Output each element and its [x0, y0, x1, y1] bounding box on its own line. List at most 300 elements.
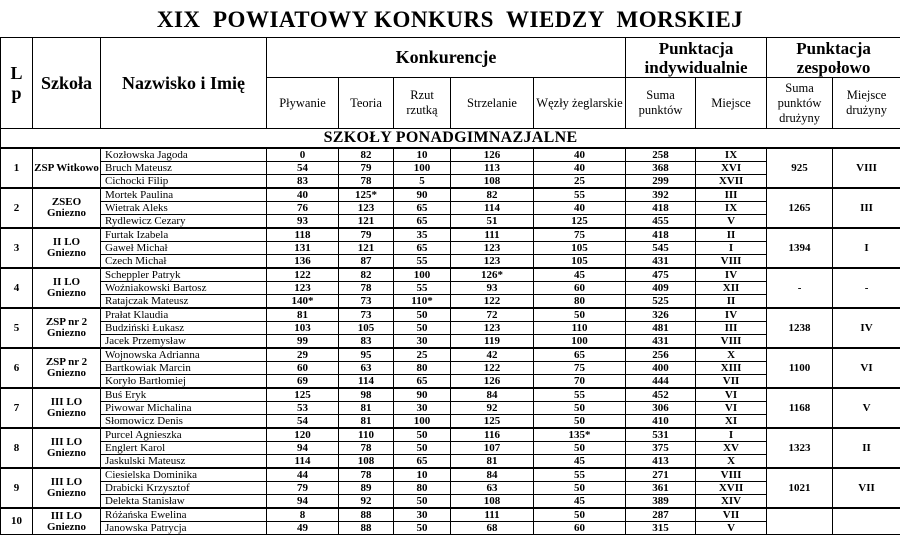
- score-knots: 50: [534, 415, 626, 429]
- score-shooting: 126: [451, 375, 534, 389]
- individual-place: XIII: [696, 362, 767, 375]
- score-swimming: 136: [267, 255, 339, 269]
- student-name: Piwowar Michalina: [101, 402, 267, 415]
- score-shooting: 113: [451, 162, 534, 175]
- individual-place: XVI: [696, 162, 767, 175]
- row-number: 5: [1, 308, 33, 348]
- individual-place: VIII: [696, 468, 767, 482]
- score-theory: 73: [339, 295, 394, 309]
- table-row: [1, 375, 900, 389]
- table-row: [1, 162, 900, 175]
- team-place: [833, 508, 900, 535]
- score-sum: 400: [626, 362, 696, 375]
- score-theory: 89: [339, 482, 394, 495]
- score-shooting: 84: [451, 468, 534, 482]
- score-shooting: 92: [451, 402, 534, 415]
- score-shooting: 123: [451, 255, 534, 269]
- individual-place: II: [696, 228, 767, 242]
- header-shooting: Strzelanie: [451, 78, 534, 129]
- score-sum: 368: [626, 162, 696, 175]
- team-sum: 1238: [767, 308, 833, 348]
- score-throw: 50: [394, 495, 451, 509]
- score-throw: 50: [394, 322, 451, 335]
- header-place: Miejsce: [696, 78, 767, 129]
- score-swimming: 29: [267, 348, 339, 362]
- student-name: Englert Karol: [101, 442, 267, 455]
- table-row: [1, 508, 900, 522]
- score-sum: 361: [626, 482, 696, 495]
- student-name: Bruch Mateusz: [101, 162, 267, 175]
- score-shooting: 114: [451, 202, 534, 215]
- team-sum: 1323: [767, 428, 833, 468]
- score-shooting: 126: [451, 148, 534, 162]
- score-swimming: 60: [267, 362, 339, 375]
- header-competitions: Konkurencje: [267, 38, 626, 78]
- individual-place: IX: [696, 148, 767, 162]
- individual-place: III: [696, 322, 767, 335]
- score-theory: 95: [339, 348, 394, 362]
- individual-place: XVII: [696, 482, 767, 495]
- score-sum: 389: [626, 495, 696, 509]
- student-name: Drabicki Krzysztof: [101, 482, 267, 495]
- score-theory: 78: [339, 175, 394, 189]
- score-theory: 121: [339, 242, 394, 255]
- score-theory: 105: [339, 322, 394, 335]
- score-knots: 40: [534, 148, 626, 162]
- score-knots: 135*: [534, 428, 626, 442]
- results-table-wrapper: [0, 37, 900, 535]
- score-shooting: 126*: [451, 268, 534, 282]
- score-theory: 125*: [339, 188, 394, 202]
- table-row: [1, 322, 900, 335]
- score-throw: 50: [394, 308, 451, 322]
- score-throw: 100: [394, 268, 451, 282]
- table-row: [1, 428, 900, 442]
- score-knots: 50: [534, 308, 626, 322]
- team-place: I: [833, 228, 900, 268]
- score-theory: 78: [339, 468, 394, 482]
- header-theory: Teoria: [339, 78, 394, 129]
- header-swimming: Pływanie: [267, 78, 339, 129]
- table-row: [1, 415, 900, 429]
- score-sum: 392: [626, 188, 696, 202]
- score-sum: 271: [626, 468, 696, 482]
- score-swimming: 81: [267, 308, 339, 322]
- score-shooting: 122: [451, 362, 534, 375]
- student-name: Kozłowska Jagoda: [101, 148, 267, 162]
- school-name: ZSP nr 2 Gniezno: [33, 348, 101, 388]
- score-theory: 79: [339, 228, 394, 242]
- header-sum: Suma punktów: [626, 78, 696, 129]
- score-theory: 63: [339, 362, 394, 375]
- score-throw: 55: [394, 282, 451, 295]
- score-knots: 55: [534, 468, 626, 482]
- score-throw: 35: [394, 228, 451, 242]
- document-title: XIX POWIATOWY KONKURS WIEDZY MORSKIEJ: [156, 7, 744, 32]
- score-theory: 114: [339, 375, 394, 389]
- score-throw: 30: [394, 508, 451, 522]
- score-knots: 45: [534, 268, 626, 282]
- team-sum: 1100: [767, 348, 833, 388]
- team-sum: 925: [767, 148, 833, 188]
- table-row: [1, 468, 900, 482]
- school-name: ZSP nr 2 Gniezno: [33, 308, 101, 348]
- score-theory: 123: [339, 202, 394, 215]
- score-sum: 413: [626, 455, 696, 469]
- score-knots: 40: [534, 202, 626, 215]
- student-name: Budziński Łukasz: [101, 322, 267, 335]
- student-name: Furtak Izabela: [101, 228, 267, 242]
- individual-place: I: [696, 242, 767, 255]
- header-team-place: Miejsce drużyny: [833, 78, 900, 129]
- individual-place: IX: [696, 202, 767, 215]
- row-number: 7: [1, 388, 33, 428]
- score-knots: 125: [534, 215, 626, 229]
- student-name: Wojnowska Adrianna: [101, 348, 267, 362]
- header-individual: Punktacja indywidualnie: [626, 38, 767, 78]
- student-name: Woźniakowski Bartosz: [101, 282, 267, 295]
- score-throw: 90: [394, 388, 451, 402]
- score-shooting: 123: [451, 322, 534, 335]
- individual-place: VIII: [696, 255, 767, 269]
- student-name: Scheppler Patryk: [101, 268, 267, 282]
- score-shooting: 111: [451, 508, 534, 522]
- individual-place: VI: [696, 402, 767, 415]
- student-name: Czech Michał: [101, 255, 267, 269]
- score-throw: 65: [394, 242, 451, 255]
- student-name: Mortek Paulina: [101, 188, 267, 202]
- score-throw: 25: [394, 348, 451, 362]
- student-name: Bartkowiak Marcin: [101, 362, 267, 375]
- individual-place: XI: [696, 415, 767, 429]
- score-knots: 55: [534, 388, 626, 402]
- score-sum: 418: [626, 228, 696, 242]
- score-throw: 5: [394, 175, 451, 189]
- score-knots: 80: [534, 295, 626, 309]
- score-swimming: 123: [267, 282, 339, 295]
- score-shooting: 84: [451, 388, 534, 402]
- table-row: [1, 442, 900, 455]
- score-theory: 92: [339, 495, 394, 509]
- score-throw: 50: [394, 522, 451, 535]
- score-sum: 306: [626, 402, 696, 415]
- score-theory: 88: [339, 522, 394, 535]
- student-name: Jaskulski Mateusz: [101, 455, 267, 469]
- table-row: [1, 388, 900, 402]
- individual-place: X: [696, 348, 767, 362]
- score-knots: 100: [534, 335, 626, 349]
- score-sum: 287: [626, 508, 696, 522]
- score-shooting: 119: [451, 335, 534, 349]
- score-shooting: 108: [451, 495, 534, 509]
- score-knots: 105: [534, 242, 626, 255]
- table-row: [1, 268, 900, 282]
- individual-place: XVII: [696, 175, 767, 189]
- row-number: 10: [1, 508, 33, 535]
- student-name: Wietrak Aleks: [101, 202, 267, 215]
- score-swimming: 83: [267, 175, 339, 189]
- score-sum: 481: [626, 322, 696, 335]
- student-name: Ratajczak Mateusz: [101, 295, 267, 309]
- row-number: 9: [1, 468, 33, 508]
- table-row: [1, 242, 900, 255]
- row-number: 3: [1, 228, 33, 268]
- score-shooting: 116: [451, 428, 534, 442]
- table-row: [1, 228, 900, 242]
- score-sum: 258: [626, 148, 696, 162]
- student-name: Purcel Agnieszka: [101, 428, 267, 442]
- team-place: VII: [833, 468, 900, 508]
- score-throw: 65: [394, 375, 451, 389]
- score-theory: 98: [339, 388, 394, 402]
- score-theory: 78: [339, 442, 394, 455]
- score-sum: 256: [626, 348, 696, 362]
- score-sum: 418: [626, 202, 696, 215]
- student-name: Ciesielska Dominika: [101, 468, 267, 482]
- score-sum: 409: [626, 282, 696, 295]
- table-row: [1, 455, 900, 469]
- score-sum: 475: [626, 268, 696, 282]
- score-shooting: 122: [451, 295, 534, 309]
- section-label: SZKOŁY PONADGIMNAZJALNE: [1, 129, 900, 149]
- score-throw: 10: [394, 148, 451, 162]
- score-theory: 110: [339, 428, 394, 442]
- score-knots: 50: [534, 482, 626, 495]
- score-throw: 30: [394, 335, 451, 349]
- score-swimming: 131: [267, 242, 339, 255]
- student-name: Cichocki Filip: [101, 175, 267, 189]
- individual-place: VI: [696, 388, 767, 402]
- school-name: III LO Gniezno: [33, 468, 101, 508]
- score-sum: 299: [626, 175, 696, 189]
- score-knots: 60: [534, 282, 626, 295]
- score-theory: 83: [339, 335, 394, 349]
- score-shooting: 42: [451, 348, 534, 362]
- individual-place: VII: [696, 508, 767, 522]
- score-swimming: 54: [267, 415, 339, 429]
- score-swimming: 8: [267, 508, 339, 522]
- score-throw: 65: [394, 455, 451, 469]
- score-knots: 75: [534, 228, 626, 242]
- table-row: [1, 335, 900, 349]
- score-knots: 50: [534, 442, 626, 455]
- individual-place: X: [696, 455, 767, 469]
- team-place: IV: [833, 308, 900, 348]
- score-throw: 30: [394, 402, 451, 415]
- results-body: [1, 129, 900, 535]
- individual-place: XII: [696, 282, 767, 295]
- team-sum: 1021: [767, 468, 833, 508]
- score-knots: 70: [534, 375, 626, 389]
- header-school: Szkoła: [33, 38, 101, 129]
- score-swimming: 140*: [267, 295, 339, 309]
- score-theory: 82: [339, 148, 394, 162]
- score-knots: 45: [534, 495, 626, 509]
- table-row: [1, 175, 900, 189]
- school-name: III LO Gniezno: [33, 388, 101, 428]
- student-name: Buś Eryk: [101, 388, 267, 402]
- score-sum: 375: [626, 442, 696, 455]
- score-shooting: 82: [451, 188, 534, 202]
- score-swimming: 44: [267, 468, 339, 482]
- row-number: 4: [1, 268, 33, 308]
- header-name: Nazwisko i Imię: [101, 38, 267, 129]
- score-sum: 531: [626, 428, 696, 442]
- score-theory: 79: [339, 162, 394, 175]
- score-shooting: 81: [451, 455, 534, 469]
- score-shooting: 93: [451, 282, 534, 295]
- score-knots: 50: [534, 402, 626, 415]
- table-row: [1, 522, 900, 535]
- score-throw: 80: [394, 362, 451, 375]
- team-sum: 1394: [767, 228, 833, 268]
- score-swimming: 120: [267, 428, 339, 442]
- score-swimming: 118: [267, 228, 339, 242]
- team-sum: [767, 508, 833, 535]
- score-throw: 90: [394, 188, 451, 202]
- team-sum: 1265: [767, 188, 833, 228]
- school-name: ZSEO Gniezno: [33, 188, 101, 228]
- team-place: II: [833, 428, 900, 468]
- individual-place: V: [696, 522, 767, 535]
- table-row: [1, 282, 900, 295]
- score-sum: 545: [626, 242, 696, 255]
- score-swimming: 49: [267, 522, 339, 535]
- table-row: [1, 255, 900, 269]
- student-name: Różańska Ewelina: [101, 508, 267, 522]
- header-team-sum: Suma punktów drużyny: [767, 78, 833, 129]
- score-swimming: 76: [267, 202, 339, 215]
- student-name: Prałat Klaudia: [101, 308, 267, 322]
- table-row: [1, 348, 900, 362]
- score-knots: 110: [534, 322, 626, 335]
- score-shooting: 108: [451, 175, 534, 189]
- score-theory: 81: [339, 402, 394, 415]
- score-theory: 73: [339, 308, 394, 322]
- score-theory: 108: [339, 455, 394, 469]
- score-sum: 431: [626, 335, 696, 349]
- score-shooting: 107: [451, 442, 534, 455]
- score-shooting: 125: [451, 415, 534, 429]
- table-row: [1, 295, 900, 309]
- score-swimming: 99: [267, 335, 339, 349]
- score-throw: 65: [394, 215, 451, 229]
- team-place: -: [833, 268, 900, 308]
- school-name: II LO Gniezno: [33, 228, 101, 268]
- student-name: Delekta Stanisław: [101, 495, 267, 509]
- score-throw: 50: [394, 442, 451, 455]
- score-swimming: 94: [267, 495, 339, 509]
- student-name: Gaweł Michał: [101, 242, 267, 255]
- individual-place: IV: [696, 268, 767, 282]
- score-throw: 50: [394, 428, 451, 442]
- score-shooting: 123: [451, 242, 534, 255]
- score-sum: 525: [626, 295, 696, 309]
- student-name: Janowska Patrycja: [101, 522, 267, 535]
- score-theory: 87: [339, 255, 394, 269]
- score-theory: 121: [339, 215, 394, 229]
- score-knots: 75: [534, 362, 626, 375]
- row-number: 1: [1, 148, 33, 188]
- score-swimming: 94: [267, 442, 339, 455]
- score-throw: 100: [394, 162, 451, 175]
- score-throw: 80: [394, 482, 451, 495]
- results-table: [0, 37, 900, 535]
- score-swimming: 93: [267, 215, 339, 229]
- score-throw: 110*: [394, 295, 451, 309]
- table-row: [1, 482, 900, 495]
- score-knots: 25: [534, 175, 626, 189]
- school-name: III LO Gniezno: [33, 508, 101, 535]
- table-row: [1, 188, 900, 202]
- individual-place: VIII: [696, 335, 767, 349]
- row-number: 6: [1, 348, 33, 388]
- header-throw: Rzut rzutką: [394, 78, 451, 129]
- team-place: VI: [833, 348, 900, 388]
- individual-place: V: [696, 215, 767, 229]
- score-throw: 65: [394, 202, 451, 215]
- table-row: [1, 215, 900, 229]
- score-swimming: 40: [267, 188, 339, 202]
- score-sum: 315: [626, 522, 696, 535]
- student-name: Słomowicz Denis: [101, 415, 267, 429]
- score-shooting: 63: [451, 482, 534, 495]
- table-row: [1, 495, 900, 509]
- score-theory: 78: [339, 282, 394, 295]
- individual-place: XV: [696, 442, 767, 455]
- score-swimming: 122: [267, 268, 339, 282]
- student-name: Rydlewicz Cezary: [101, 215, 267, 229]
- score-swimming: 79: [267, 482, 339, 495]
- score-sum: 455: [626, 215, 696, 229]
- score-throw: 55: [394, 255, 451, 269]
- header-lp: L p: [1, 38, 33, 129]
- score-knots: 105: [534, 255, 626, 269]
- student-name: Koryło Bartłomiej: [101, 375, 267, 389]
- score-sum: 444: [626, 375, 696, 389]
- score-knots: 55: [534, 188, 626, 202]
- score-knots: 60: [534, 522, 626, 535]
- individual-place: VII: [696, 375, 767, 389]
- score-sum: 452: [626, 388, 696, 402]
- team-place: V: [833, 388, 900, 428]
- individual-place: IV: [696, 308, 767, 322]
- score-knots: 50: [534, 508, 626, 522]
- table-row: [1, 308, 900, 322]
- score-swimming: 53: [267, 402, 339, 415]
- header-knots: Węzły żeglarskie: [534, 78, 626, 129]
- team-sum: 1168: [767, 388, 833, 428]
- header-team: Punktacja zespołowo: [767, 38, 900, 78]
- team-sum: -: [767, 268, 833, 308]
- individual-place: I: [696, 428, 767, 442]
- score-swimming: 103: [267, 322, 339, 335]
- score-swimming: 0: [267, 148, 339, 162]
- row-number: 2: [1, 188, 33, 228]
- team-place: VIII: [833, 148, 900, 188]
- score-shooting: 51: [451, 215, 534, 229]
- school-name: III LO Gniezno: [33, 428, 101, 468]
- school-name: ZSP Witkowo: [33, 148, 101, 188]
- score-throw: 100: [394, 415, 451, 429]
- score-knots: 40: [534, 162, 626, 175]
- score-throw: 10: [394, 468, 451, 482]
- individual-place: II: [696, 295, 767, 309]
- table-row: [1, 402, 900, 415]
- score-knots: 45: [534, 455, 626, 469]
- table-row: [1, 148, 900, 162]
- score-swimming: 54: [267, 162, 339, 175]
